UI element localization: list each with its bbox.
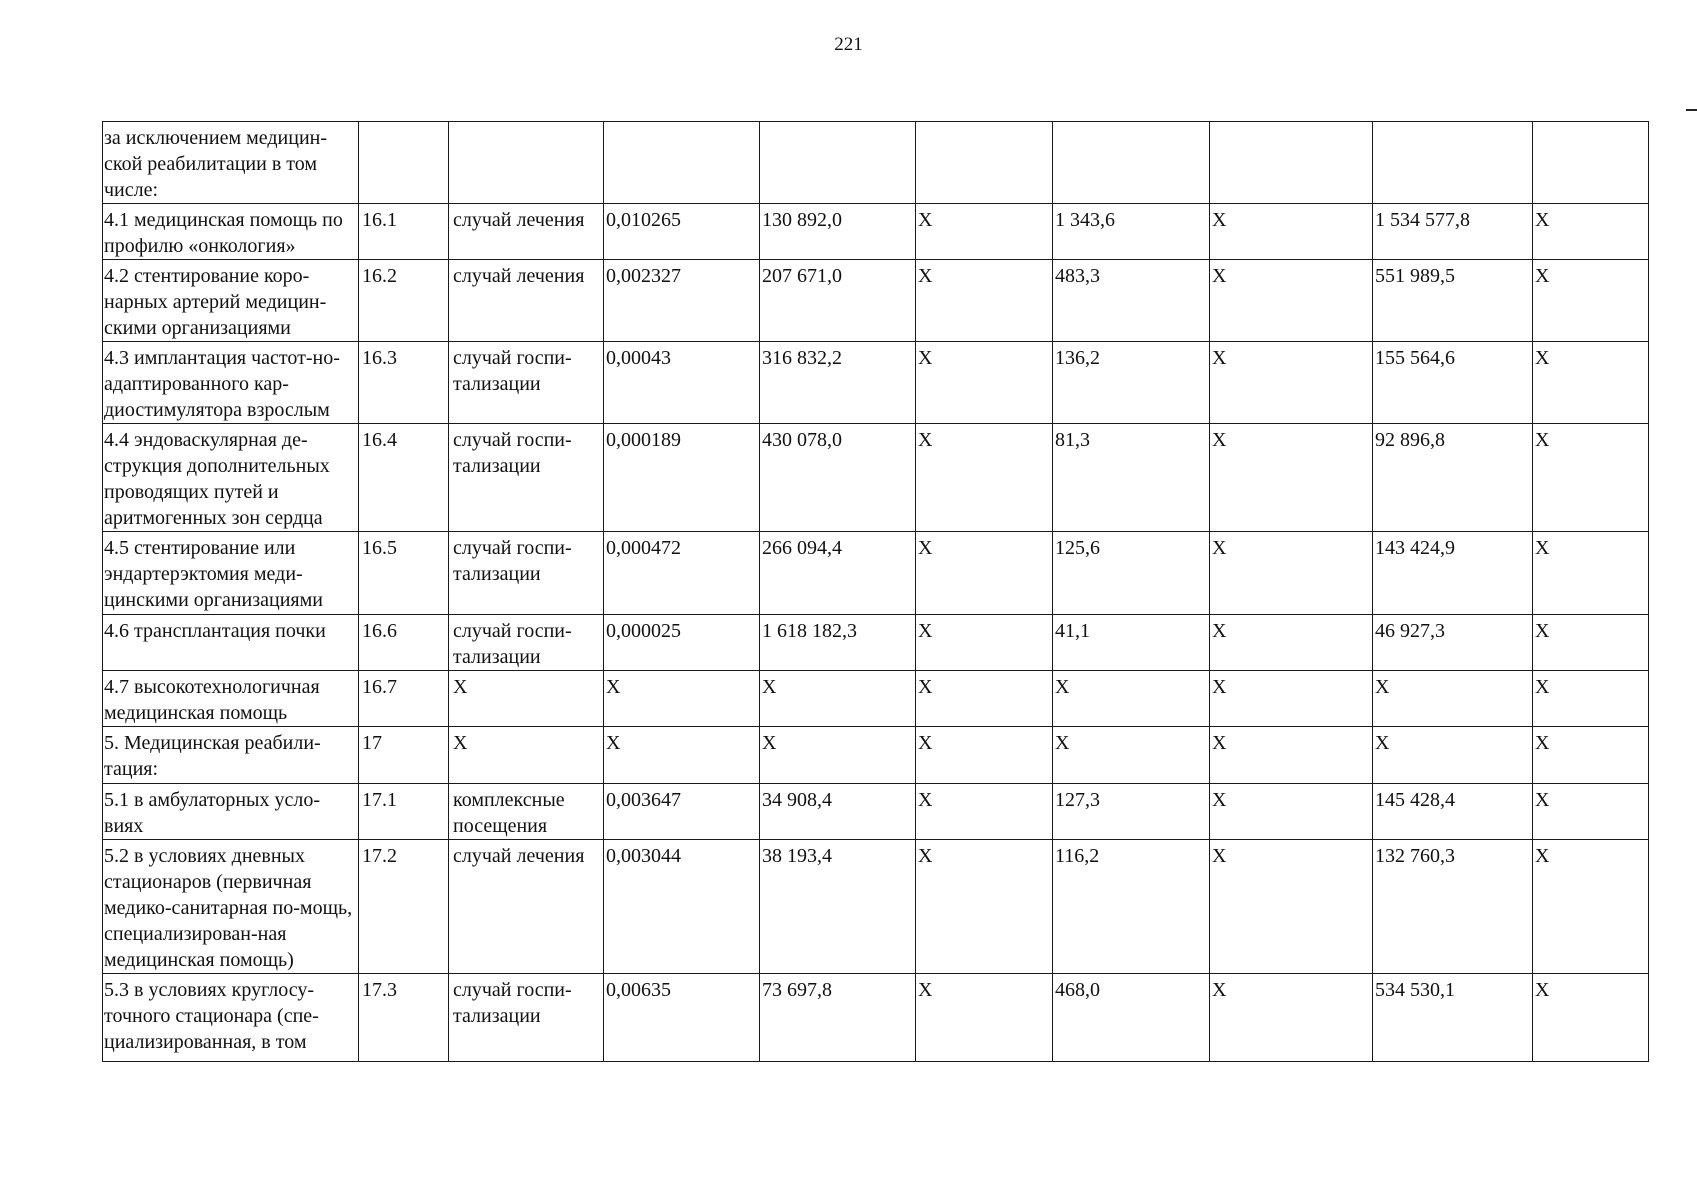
cell-x-mark-a: X (916, 424, 1053, 532)
cell-total-cost: 46 927,3 (1373, 615, 1533, 671)
cell-x-mark-c: X (1533, 727, 1649, 784)
cell-x-mark-a: X (916, 204, 1053, 260)
cell-x-mark-b: X (1210, 260, 1373, 342)
cell-description: 4.5 стентирование или эндартерэктомия меди-цинскими организациями (103, 532, 359, 615)
cell-per-capita: 483,3 (1053, 260, 1210, 342)
table-row (103, 840, 1649, 974)
cell-row-code: 17.2 (359, 840, 449, 974)
cell-row-code: 17 (359, 727, 449, 784)
cell-unit (449, 122, 604, 204)
cell-description: 5.2 в условиях дневных стационаров (первичная медико-санитарная по-мощь, специализирован-ная медицинская помощь) (103, 840, 359, 974)
cell-x-mark-b: X (1210, 974, 1373, 1062)
cell-unit: случай лечения (449, 840, 604, 974)
cell-cost-norm: X (760, 727, 916, 784)
cell-per-capita: 1 343,6 (1053, 204, 1210, 260)
cell-x-mark-b: X (1210, 532, 1373, 615)
cell-description: 4.6 трансплантация почки (103, 615, 359, 671)
cell-row-code: 16.5 (359, 532, 449, 615)
table-row (103, 122, 1649, 204)
cell-x-mark-c: X (1533, 532, 1649, 615)
cell-x-mark-a: X (916, 974, 1053, 1062)
cell-x-mark-a: X (916, 615, 1053, 671)
cell-total-cost (1373, 122, 1533, 204)
cell-description: 4.2 стентирование коро-нарных артерий медицин-скими организациями (103, 260, 359, 342)
cell-x-mark-a: X (916, 260, 1053, 342)
cell-x-mark-c (1533, 122, 1649, 204)
cell-cost-norm (760, 122, 916, 204)
cell-total-cost: 155 564,6 (1373, 342, 1533, 424)
cell-x-mark-b: X (1210, 671, 1373, 727)
cell-x-mark-a (916, 122, 1053, 204)
cell-row-code: 16.7 (359, 671, 449, 727)
cell-total-cost: 551 989,5 (1373, 260, 1533, 342)
cell-total-cost: 1 534 577,8 (1373, 204, 1533, 260)
cell-per-capita: X (1053, 727, 1210, 784)
cell-x-mark-c: X (1533, 424, 1649, 532)
cell-row-code: 16.1 (359, 204, 449, 260)
cell-x-mark-b (1210, 122, 1373, 204)
cell-total-cost: X (1373, 727, 1533, 784)
cell-x-mark-c: X (1533, 974, 1649, 1062)
cell-total-cost: 132 760,3 (1373, 840, 1533, 974)
cell-x-mark-b: X (1210, 204, 1373, 260)
cell-volume-norm: 0,003647 (604, 784, 760, 840)
cell-row-code: 16.4 (359, 424, 449, 532)
cell-description: 4.1 медицинская помощь по профилю «онкология» (103, 204, 359, 260)
cell-x-mark-c: X (1533, 342, 1649, 424)
table-row (103, 671, 1649, 727)
cell-unit: случай госпи-тализации (449, 615, 604, 671)
cell-row-code: 17.1 (359, 784, 449, 840)
cell-x-mark-b: X (1210, 342, 1373, 424)
cell-unit: случай госпи-тализации (449, 532, 604, 615)
cell-cost-norm: 207 671,0 (760, 260, 916, 342)
cell-description: за исключением медицин-ской реабилитации в том числе: (103, 122, 359, 204)
cell-volume-norm: 0,00043 (604, 342, 760, 424)
table-row (103, 342, 1649, 424)
cell-x-mark-a: X (916, 784, 1053, 840)
cell-unit: случай лечения (449, 260, 604, 342)
cell-x-mark-c: X (1533, 840, 1649, 974)
cell-cost-norm: 1 618 182,3 (760, 615, 916, 671)
cell-cost-norm: 316 832,2 (760, 342, 916, 424)
page-number: 221 (834, 34, 863, 55)
cell-per-capita: 127,3 (1053, 784, 1210, 840)
cell-x-mark-b: X (1210, 424, 1373, 532)
table-row (103, 974, 1649, 1062)
cell-unit: случай госпи-тализации (449, 342, 604, 424)
cell-x-mark-a: X (916, 532, 1053, 615)
cell-per-capita: 81,3 (1053, 424, 1210, 532)
table-row (103, 532, 1649, 615)
cell-x-mark-a: X (916, 671, 1053, 727)
table-row (103, 615, 1649, 671)
cell-row-code: 17.3 (359, 974, 449, 1062)
cell-volume-norm: 0,003044 (604, 840, 760, 974)
cell-volume-norm: 0,000189 (604, 424, 760, 532)
cell-cost-norm: 38 193,4 (760, 840, 916, 974)
cell-unit: случай госпи-тализации (449, 974, 604, 1062)
cell-cost-norm: 34 908,4 (760, 784, 916, 840)
cell-volume-norm: X (604, 727, 760, 784)
cell-row-code: 16.6 (359, 615, 449, 671)
cell-cost-norm: 266 094,4 (760, 532, 916, 615)
cell-x-mark-b: X (1210, 727, 1373, 784)
cell-row-code (359, 122, 449, 204)
cell-unit: случай лечения (449, 204, 604, 260)
cell-cost-norm: 430 078,0 (760, 424, 916, 532)
cell-volume-norm (604, 122, 760, 204)
cell-volume-norm: 0,002327 (604, 260, 760, 342)
cell-per-capita (1053, 122, 1210, 204)
cell-total-cost: 145 428,4 (1373, 784, 1533, 840)
cell-x-mark-c: X (1533, 784, 1649, 840)
cell-x-mark-b: X (1210, 840, 1373, 974)
cell-unit: X (449, 727, 604, 784)
cell-volume-norm: 0,010265 (604, 204, 760, 260)
cell-per-capita: 41,1 (1053, 615, 1210, 671)
cell-description: 4.4 эндоваскулярная де-струкция дополнительных проводящих путей и аритмогенных зон сердца (103, 424, 359, 532)
cell-per-capita: X (1053, 671, 1210, 727)
table-row (103, 204, 1649, 260)
cell-per-capita: 468,0 (1053, 974, 1210, 1062)
table-row (103, 260, 1649, 342)
table-row (103, 727, 1649, 784)
cell-description: 5.3 в условиях круглосу-точного стационара (спе-циализированная, в том (103, 974, 359, 1062)
table-body (103, 122, 1649, 1062)
cell-x-mark-a: X (916, 840, 1053, 974)
table-row (103, 424, 1649, 532)
cell-description: 4.7 высокотехнологичная медицинская помощь (103, 671, 359, 727)
cell-unit: комплексные посещения (449, 784, 604, 840)
cell-description: 5.1 в амбулаторных усло-виях (103, 784, 359, 840)
cell-total-cost: 534 530,1 (1373, 974, 1533, 1062)
table-row (103, 784, 1649, 840)
cell-description: 5. Медицинская реабили-тация: (103, 727, 359, 784)
cell-unit: случай госпи-тализации (449, 424, 604, 532)
cell-x-mark-c: X (1533, 260, 1649, 342)
cell-x-mark-a: X (916, 342, 1053, 424)
cell-x-mark-c: X (1533, 204, 1649, 260)
cell-unit: X (449, 671, 604, 727)
cell-x-mark-b: X (1210, 615, 1373, 671)
cell-row-code: 16.2 (359, 260, 449, 342)
cell-per-capita: 116,2 (1053, 840, 1210, 974)
cell-per-capita: 136,2 (1053, 342, 1210, 424)
cell-cost-norm: 130 892,0 (760, 204, 916, 260)
cell-row-code: 16.3 (359, 342, 449, 424)
cell-cost-norm: X (760, 671, 916, 727)
cell-x-mark-c: X (1533, 671, 1649, 727)
cell-volume-norm: 0,000472 (604, 532, 760, 615)
edge-mark (1686, 109, 1697, 111)
cell-cost-norm: 73 697,8 (760, 974, 916, 1062)
cell-x-mark-c: X (1533, 615, 1649, 671)
cell-volume-norm: 0,000025 (604, 615, 760, 671)
cell-x-mark-b: X (1210, 784, 1373, 840)
cell-total-cost: X (1373, 671, 1533, 727)
data-table (102, 121, 1649, 1062)
cell-per-capita: 125,6 (1053, 532, 1210, 615)
cell-volume-norm: X (604, 671, 760, 727)
cell-volume-norm: 0,00635 (604, 974, 760, 1062)
cell-total-cost: 143 424,9 (1373, 532, 1533, 615)
cell-description: 4.3 имплантация частот-но-адаптированного кар-диостимулятора взрослым (103, 342, 359, 424)
cell-total-cost: 92 896,8 (1373, 424, 1533, 532)
cell-x-mark-a: X (916, 727, 1053, 784)
